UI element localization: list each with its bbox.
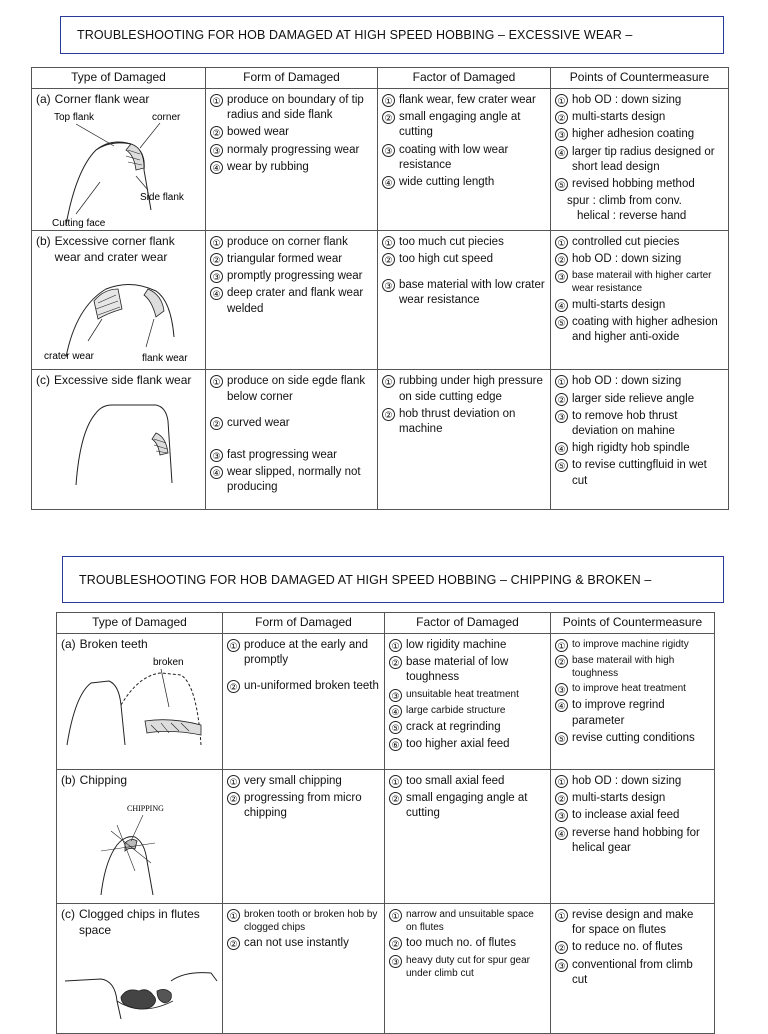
form-item: very small chipping	[244, 775, 342, 787]
countermeasure-item: higher adhesion coating	[572, 128, 695, 141]
countermeasure-cell	[551, 89, 729, 231]
form-item: produce on boundary of tip radius and side flank	[227, 94, 364, 122]
countermeasure-item: reverse hand hobbing for helical gear	[572, 826, 700, 854]
form-item: fast progressing wear	[227, 449, 337, 461]
form-cell	[206, 370, 378, 510]
form-item: normaly progressing wear	[227, 143, 360, 156]
type-label: Excessive side flank wear	[54, 373, 192, 388]
form-item: produce on corner flank	[227, 235, 348, 248]
circled-number: ④	[555, 827, 568, 840]
row-letter: (a)	[61, 637, 76, 651]
factor-item: too much no. of flutes	[406, 937, 516, 950]
form-item: progressing from micro chipping	[244, 792, 362, 820]
table-header-row	[32, 68, 729, 89]
header-countermeasure: Points of Countermeasure	[551, 68, 729, 89]
section2-title: TROUBLESHOOTING FOR HOB DAMAGED AT HIGH SPEED HOBBING – CHIPPING & BROKEN –	[62, 556, 724, 603]
form-item: triangular formed wear	[227, 253, 343, 265]
countermeasure-item: to inclease axial feed	[572, 809, 680, 822]
factor-item: small engaging angle at cutting	[399, 111, 521, 139]
circled-number: ⑤	[555, 459, 568, 472]
circled-number: ④	[210, 287, 223, 300]
countermeasure-item: to improve machine rigidty	[572, 639, 689, 650]
circled-number: ①	[555, 775, 568, 788]
countermeasure-item: to revise cuttingfluid in wet cut	[572, 459, 707, 487]
countermeasure-cell	[551, 904, 715, 1034]
circled-number: ③	[555, 128, 568, 141]
table-header-row	[57, 613, 715, 634]
row-letter: (b)	[61, 773, 76, 787]
form-item: bowed wear	[227, 126, 290, 139]
factor-item: unsuitable heat treatment	[406, 688, 519, 700]
circled-number: ③	[382, 144, 395, 157]
chipping-figure	[61, 791, 219, 897]
clogged-chips-figure	[61, 941, 219, 1021]
form-cell	[206, 230, 378, 370]
row-letter: (b)	[36, 233, 51, 248]
type-cell	[32, 230, 206, 370]
circled-number: ①	[555, 639, 568, 652]
countermeasure-item: revise cutting conditions	[572, 731, 695, 744]
fig-label-side-flank: Side flank	[140, 191, 184, 203]
circled-number: ③	[555, 683, 568, 696]
circled-number: ③	[555, 809, 568, 822]
countermeasure-sub-item: spur : climb from conv.	[567, 195, 682, 208]
type-label: Chipping	[79, 773, 128, 787]
factor-item: too high cut speed	[399, 253, 493, 265]
countermeasure-item: coating with higher adhesion and higher anti-oxide	[572, 315, 718, 343]
countermeasure-item: high rigidty hob spindle	[572, 442, 690, 455]
circled-number: ①	[382, 236, 395, 249]
factor-cell	[378, 230, 551, 370]
countermeasure-item: larger side relieve angle	[572, 392, 695, 405]
circled-number: ③	[389, 955, 402, 968]
factor-cell	[378, 370, 551, 510]
circled-number: ②	[555, 792, 568, 805]
circled-number: ②	[227, 937, 240, 950]
countermeasure-item: revise design and make for space on flutes	[572, 909, 694, 937]
factor-item: too much cut piecies	[399, 235, 504, 248]
table-row	[57, 904, 715, 1034]
circled-number: ①	[210, 94, 223, 107]
circled-number: ②	[210, 417, 223, 430]
circled-number: ⑤	[555, 316, 568, 329]
countermeasure-item: hob OD : down sizing	[572, 94, 682, 106]
circled-number: ①	[382, 375, 395, 388]
type-cell	[32, 370, 206, 510]
circled-number: ①	[382, 94, 395, 107]
table-row	[32, 89, 729, 231]
circled-number: ②	[227, 792, 240, 805]
countermeasure-item: to reduce no. of flutes	[572, 941, 683, 954]
factor-cell	[378, 89, 551, 231]
factor-cell	[385, 634, 551, 770]
header-type: Type of Damaged	[32, 68, 206, 89]
circled-number: ②	[555, 655, 568, 668]
circled-number: ③	[555, 959, 568, 972]
circled-number: ②	[389, 656, 402, 669]
countermeasure-item: base materail with higher carter wear resistance	[572, 270, 712, 295]
circled-number: ④	[210, 466, 223, 479]
fig-label-top-flank: Top flank	[54, 111, 95, 123]
fig-label-corner: corner	[152, 111, 181, 123]
corner-flank-wear-figure	[36, 110, 202, 228]
countermeasure-item: conventional from climb cut	[572, 958, 693, 986]
factor-item: base material of low toughness	[406, 656, 509, 684]
circled-number: ①	[389, 775, 402, 788]
countermeasure-item: to improve heat treatment	[572, 683, 686, 695]
circled-number: ②	[555, 393, 568, 406]
circled-number: ③	[210, 270, 223, 283]
form-item: wear by rubbing	[227, 160, 309, 173]
fig-label-chipping: CHIPPING	[127, 803, 164, 813]
header-factor: Factor of Damaged	[385, 613, 551, 634]
circled-number: ②	[389, 937, 402, 950]
circled-number: ④	[555, 146, 568, 159]
countermeasure-item: hob OD : down sizing	[572, 775, 682, 787]
circled-number: ③	[210, 144, 223, 157]
factor-item: wide cutting length	[399, 175, 495, 188]
row-letter: (a)	[36, 92, 51, 106]
circled-number: ①	[210, 236, 223, 249]
table-row	[57, 770, 715, 904]
circled-number: ④	[210, 161, 223, 174]
form-cell	[206, 89, 378, 231]
header-countermeasure: Points of Countermeasure	[551, 613, 715, 634]
form-item: deep crater and flank wear welded	[227, 287, 364, 315]
circled-number: ②	[382, 253, 395, 266]
factor-item: coating with low wear resistance	[399, 143, 509, 171]
countermeasure-item: hob OD : down sizing	[572, 375, 682, 388]
circled-number: ③	[555, 410, 568, 423]
countermeasure-cell	[551, 770, 715, 904]
countermeasure-item: to remove hob thrust deviation on mahine	[572, 409, 678, 437]
factor-item: crack at regrinding	[406, 720, 501, 733]
circled-number: ①	[227, 909, 240, 922]
factor-item: low rigidity machine	[406, 639, 507, 651]
countermeasure-item: hob OD : down sizing	[572, 253, 682, 265]
chipping-broken-table	[56, 612, 715, 1034]
circled-number: ④	[389, 705, 402, 718]
circled-number: ③	[555, 270, 568, 283]
row-letter: (c)	[36, 373, 50, 388]
table-row	[57, 634, 715, 770]
factor-item: rubbing under high pressure on side cutting edge	[399, 375, 543, 403]
circled-number: ①	[210, 375, 223, 388]
countermeasure-sub-item: helical : reverse hand	[577, 210, 687, 223]
broken-teeth-figure	[61, 655, 219, 755]
form-cell	[223, 770, 385, 904]
circled-number: ③	[389, 689, 402, 702]
factor-item: too small axial feed	[406, 775, 505, 787]
type-label: Corner flank wear	[54, 92, 150, 106]
circled-number: ②	[382, 408, 395, 421]
circled-number: ①	[555, 909, 568, 922]
countermeasure-item: multi-starts design	[572, 298, 666, 311]
header-form: Form of Damaged	[223, 613, 385, 634]
factor-item: too higher axial feed	[406, 737, 510, 750]
countermeasure-item: revised hobbing method	[572, 177, 695, 190]
form-item: promptly progressing wear	[227, 270, 363, 283]
form-cell	[223, 634, 385, 770]
factor-item: small engaging angle at cutting	[406, 792, 528, 820]
factor-cell	[385, 770, 551, 904]
form-item: can not use instantly	[244, 937, 349, 950]
countermeasure-item: larger tip radius designed or short lead design	[572, 145, 715, 173]
countermeasure-item: controlled cut piecies	[572, 235, 680, 248]
countermeasure-item: base materail with high toughness	[572, 655, 675, 680]
header-type: Type of Damaged	[57, 613, 223, 634]
circled-number: ②	[389, 792, 402, 805]
table-row	[32, 230, 729, 370]
type-cell	[57, 634, 223, 770]
countermeasure-item: to improve regrind parameter	[572, 699, 665, 727]
circled-number: ②	[555, 941, 568, 954]
circled-number: ⑥	[389, 738, 402, 751]
factor-item: base material with low crater wear resistance	[399, 279, 545, 307]
circled-number: ②	[210, 126, 223, 139]
circled-number: ④	[555, 299, 568, 312]
circled-number: ①	[389, 639, 402, 652]
fig-label-crater-wear: crater wear	[44, 351, 95, 363]
type-cell	[57, 904, 223, 1034]
form-item: wear slipped, normally not producing	[227, 466, 361, 494]
circled-number: ②	[227, 680, 240, 693]
circled-number: ④	[555, 442, 568, 455]
fig-label-flank-wear: flank wear	[142, 353, 188, 365]
section1-title: TROUBLESHOOTING FOR HOB DAMAGED AT HIGH SPEED HOBBING – EXCESSIVE WEAR –	[60, 16, 724, 54]
countermeasure-item: multi-starts design	[572, 792, 666, 805]
circled-number: ③	[382, 279, 395, 292]
form-item: broken tooth or broken hob by clogged chips	[244, 909, 378, 934]
circled-number: ⑤	[389, 721, 402, 734]
circled-number: ②	[555, 253, 568, 266]
form-cell	[223, 904, 385, 1034]
table-row	[32, 370, 729, 510]
circled-number: ①	[389, 909, 402, 922]
factor-item: narrow and unsuitable space on flutes	[406, 909, 534, 934]
circled-number: ①	[555, 375, 568, 388]
type-cell	[32, 89, 206, 231]
type-label: Broken teeth	[79, 637, 148, 651]
type-label: Excessive corner flank wear and crater wear	[54, 233, 175, 264]
circled-number: ①	[555, 94, 568, 107]
form-item: un-uniformed broken teeth	[244, 680, 379, 693]
form-item: curved wear	[227, 416, 290, 429]
factor-item: flank wear, few crater wear	[399, 94, 536, 106]
factor-cell	[385, 904, 551, 1034]
circled-number: ④	[382, 176, 395, 189]
form-item: produce at the early and promptly	[244, 639, 369, 667]
fig-label-broken: broken	[153, 656, 184, 668]
circled-number: ②	[382, 111, 395, 124]
factor-item: heavy duty cut for spur gear under climb cut	[406, 954, 530, 979]
header-factor: Factor of Damaged	[378, 68, 551, 89]
type-cell	[57, 770, 223, 904]
circled-number: ①	[227, 639, 240, 652]
excessive-wear-table	[31, 67, 729, 510]
circled-number: ③	[210, 449, 223, 462]
row-letter: (c)	[61, 907, 75, 921]
side-flank-wear-figure	[36, 391, 202, 487]
type-label: Clogged chips in flutes space	[79, 907, 200, 937]
circled-number: ④	[555, 699, 568, 712]
corner-crater-wear-figure	[36, 267, 202, 367]
factor-item: large carbide structure	[406, 704, 506, 716]
circled-number: ⑤	[555, 732, 568, 745]
circled-number: ①	[227, 775, 240, 788]
circled-number: ②	[210, 253, 223, 266]
circled-number: ②	[555, 111, 568, 124]
fig-label-cutting-face: Cutting face	[52, 217, 106, 228]
countermeasure-item: multi-starts design	[572, 111, 666, 124]
circled-number: ⑤	[555, 178, 568, 191]
circled-number: ①	[555, 236, 568, 249]
form-item: produce on side egde flank below corner	[227, 375, 366, 403]
countermeasure-cell	[551, 634, 715, 770]
header-form: Form of Damaged	[206, 68, 378, 89]
countermeasure-cell	[551, 230, 729, 370]
factor-item: hob thrust deviation on machine	[399, 407, 516, 435]
countermeasure-cell	[551, 370, 729, 510]
